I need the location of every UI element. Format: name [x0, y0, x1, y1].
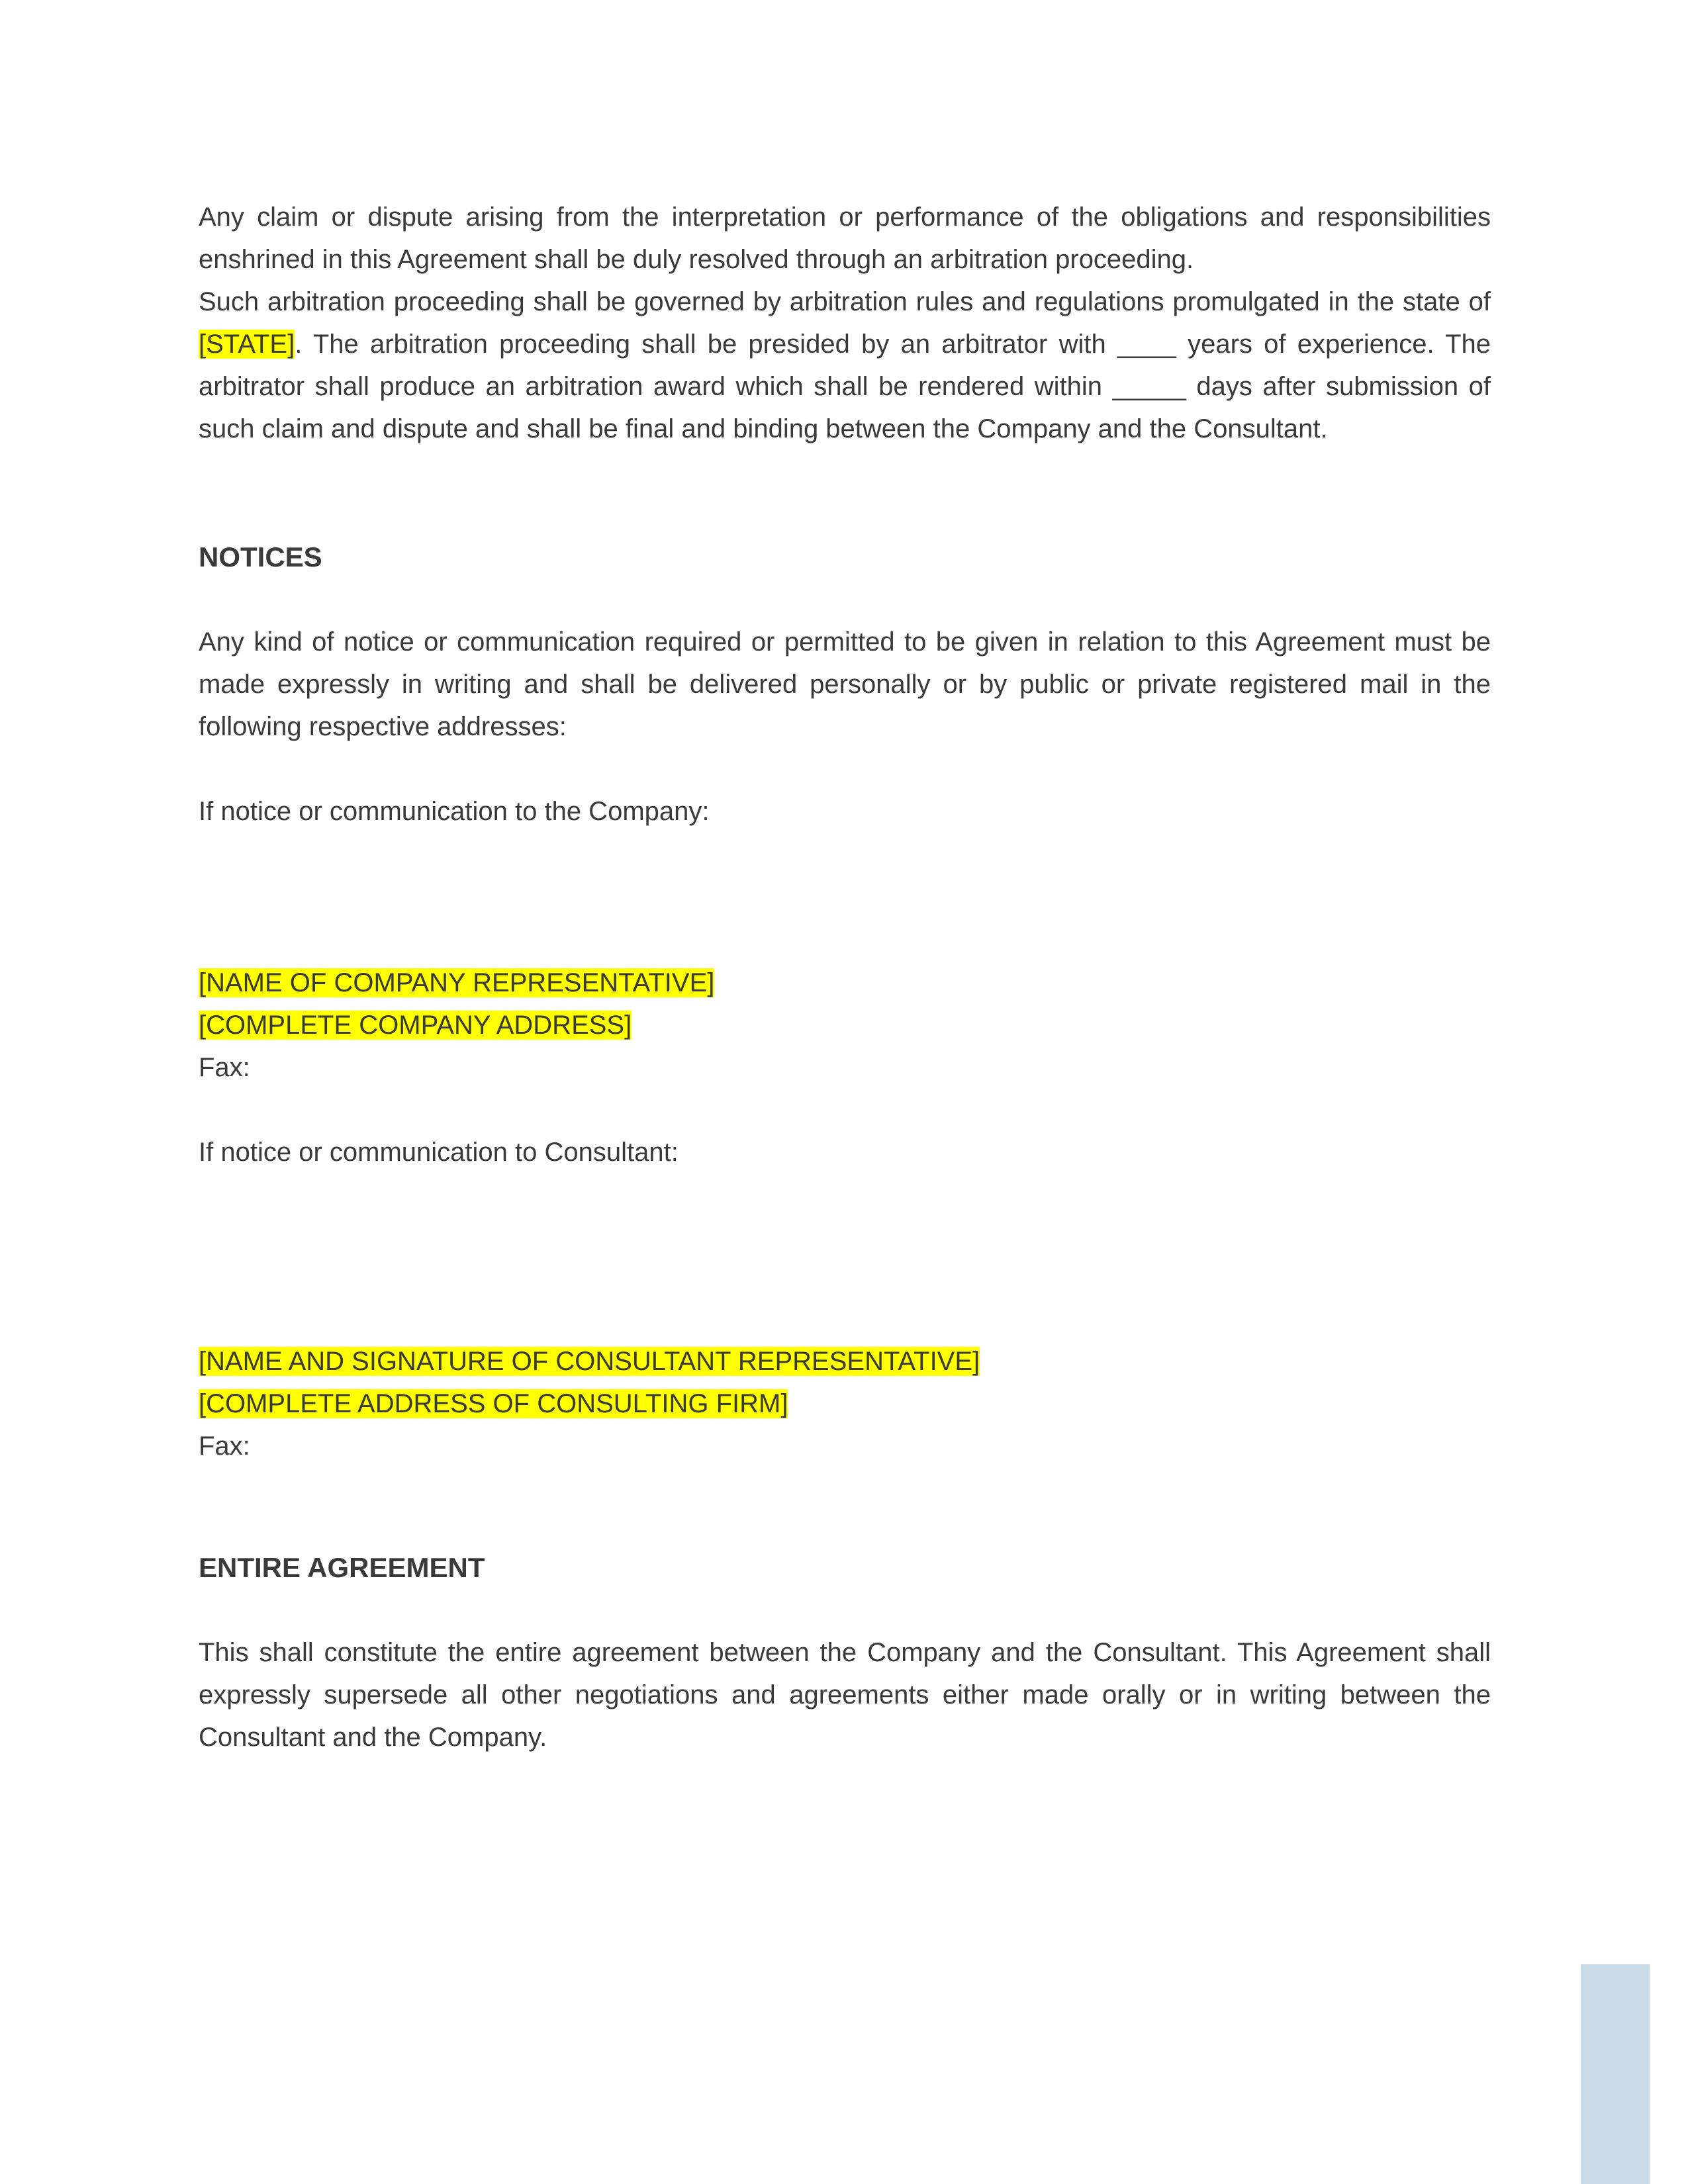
company-fax-label: Fax: [199, 1053, 250, 1082]
spacer [199, 1173, 1491, 1340]
spacer [199, 833, 1491, 962]
document-body [199, 196, 1491, 1758]
arbitration-paragraph-2 [199, 281, 1491, 450]
company-address-placeholder: [COMPLETE COMPANY ADDRESS] [199, 1011, 632, 1040]
spacer [199, 578, 1491, 621]
consultant-address-line [199, 1383, 1491, 1425]
consultant-notice-label: If notice or communication to Consultant: [199, 1138, 679, 1167]
spacer [199, 1589, 1491, 1631]
spacer [199, 450, 1491, 536]
entire-agreement-paragraph: This shall constitute the entire agreement between the Company and the Consultant. This Agreement shall expressly supersede all other negotiations and agreements either made orally or in writing between the Consultant and the Company. [199, 1638, 1491, 1752]
consultant-representative-placeholder: [NAME AND SIGNATURE OF CONSULTANT REPRESENTATIVE] [199, 1347, 980, 1376]
arbitration-text-after-state: . The arbitration proceeding shall be presided by an arbitrator with ____ years of experience. The arbitrator shall produce an arbitration award which shall be rendered within _____ days after submission of such claim and dispute and shall be final and binding between the Company and the Consultant. [199, 330, 1491, 443]
consultant-address-placeholder: [COMPLETE ADDRESS OF CONSULTING FIRM] [199, 1389, 788, 1418]
state-placeholder: [STATE] [199, 330, 295, 359]
company-address-line [199, 1004, 1491, 1046]
spacer [199, 1089, 1491, 1131]
entire-agreement-heading: ENTIRE AGREEMENT [199, 1552, 485, 1583]
company-representative-placeholder: [NAME OF COMPANY REPRESENTATIVE] [199, 968, 715, 997]
spacer [199, 748, 1491, 790]
spacer [199, 1467, 1491, 1547]
arbitration-paragraph-1: Any claim or dispute arising from the interpretation or performance of the obligations and responsibilities enshrined in this Agreement shall be duly resolved through an arbitration proceeding. [199, 203, 1491, 274]
arbitration-text-before-state: Such arbitration proceeding shall be governed by arbitration rules and regulations promulgated in the state of [199, 287, 1491, 316]
notices-intro-paragraph: Any kind of notice or communication required or permitted to be given in relation to this Agreement must be made expressly in writing and shall be delivered personally or by public or private registered mail in the following respective addresses: [199, 627, 1491, 741]
consultant-representative-line [199, 1340, 1491, 1383]
consultant-fax-label: Fax: [199, 1432, 250, 1461]
company-notice-label: If notice or communication to the Company: [199, 797, 710, 826]
page-side-marker [1581, 1964, 1650, 2184]
notices-heading: NOTICES [199, 541, 322, 572]
company-representative-line [199, 962, 1491, 1004]
